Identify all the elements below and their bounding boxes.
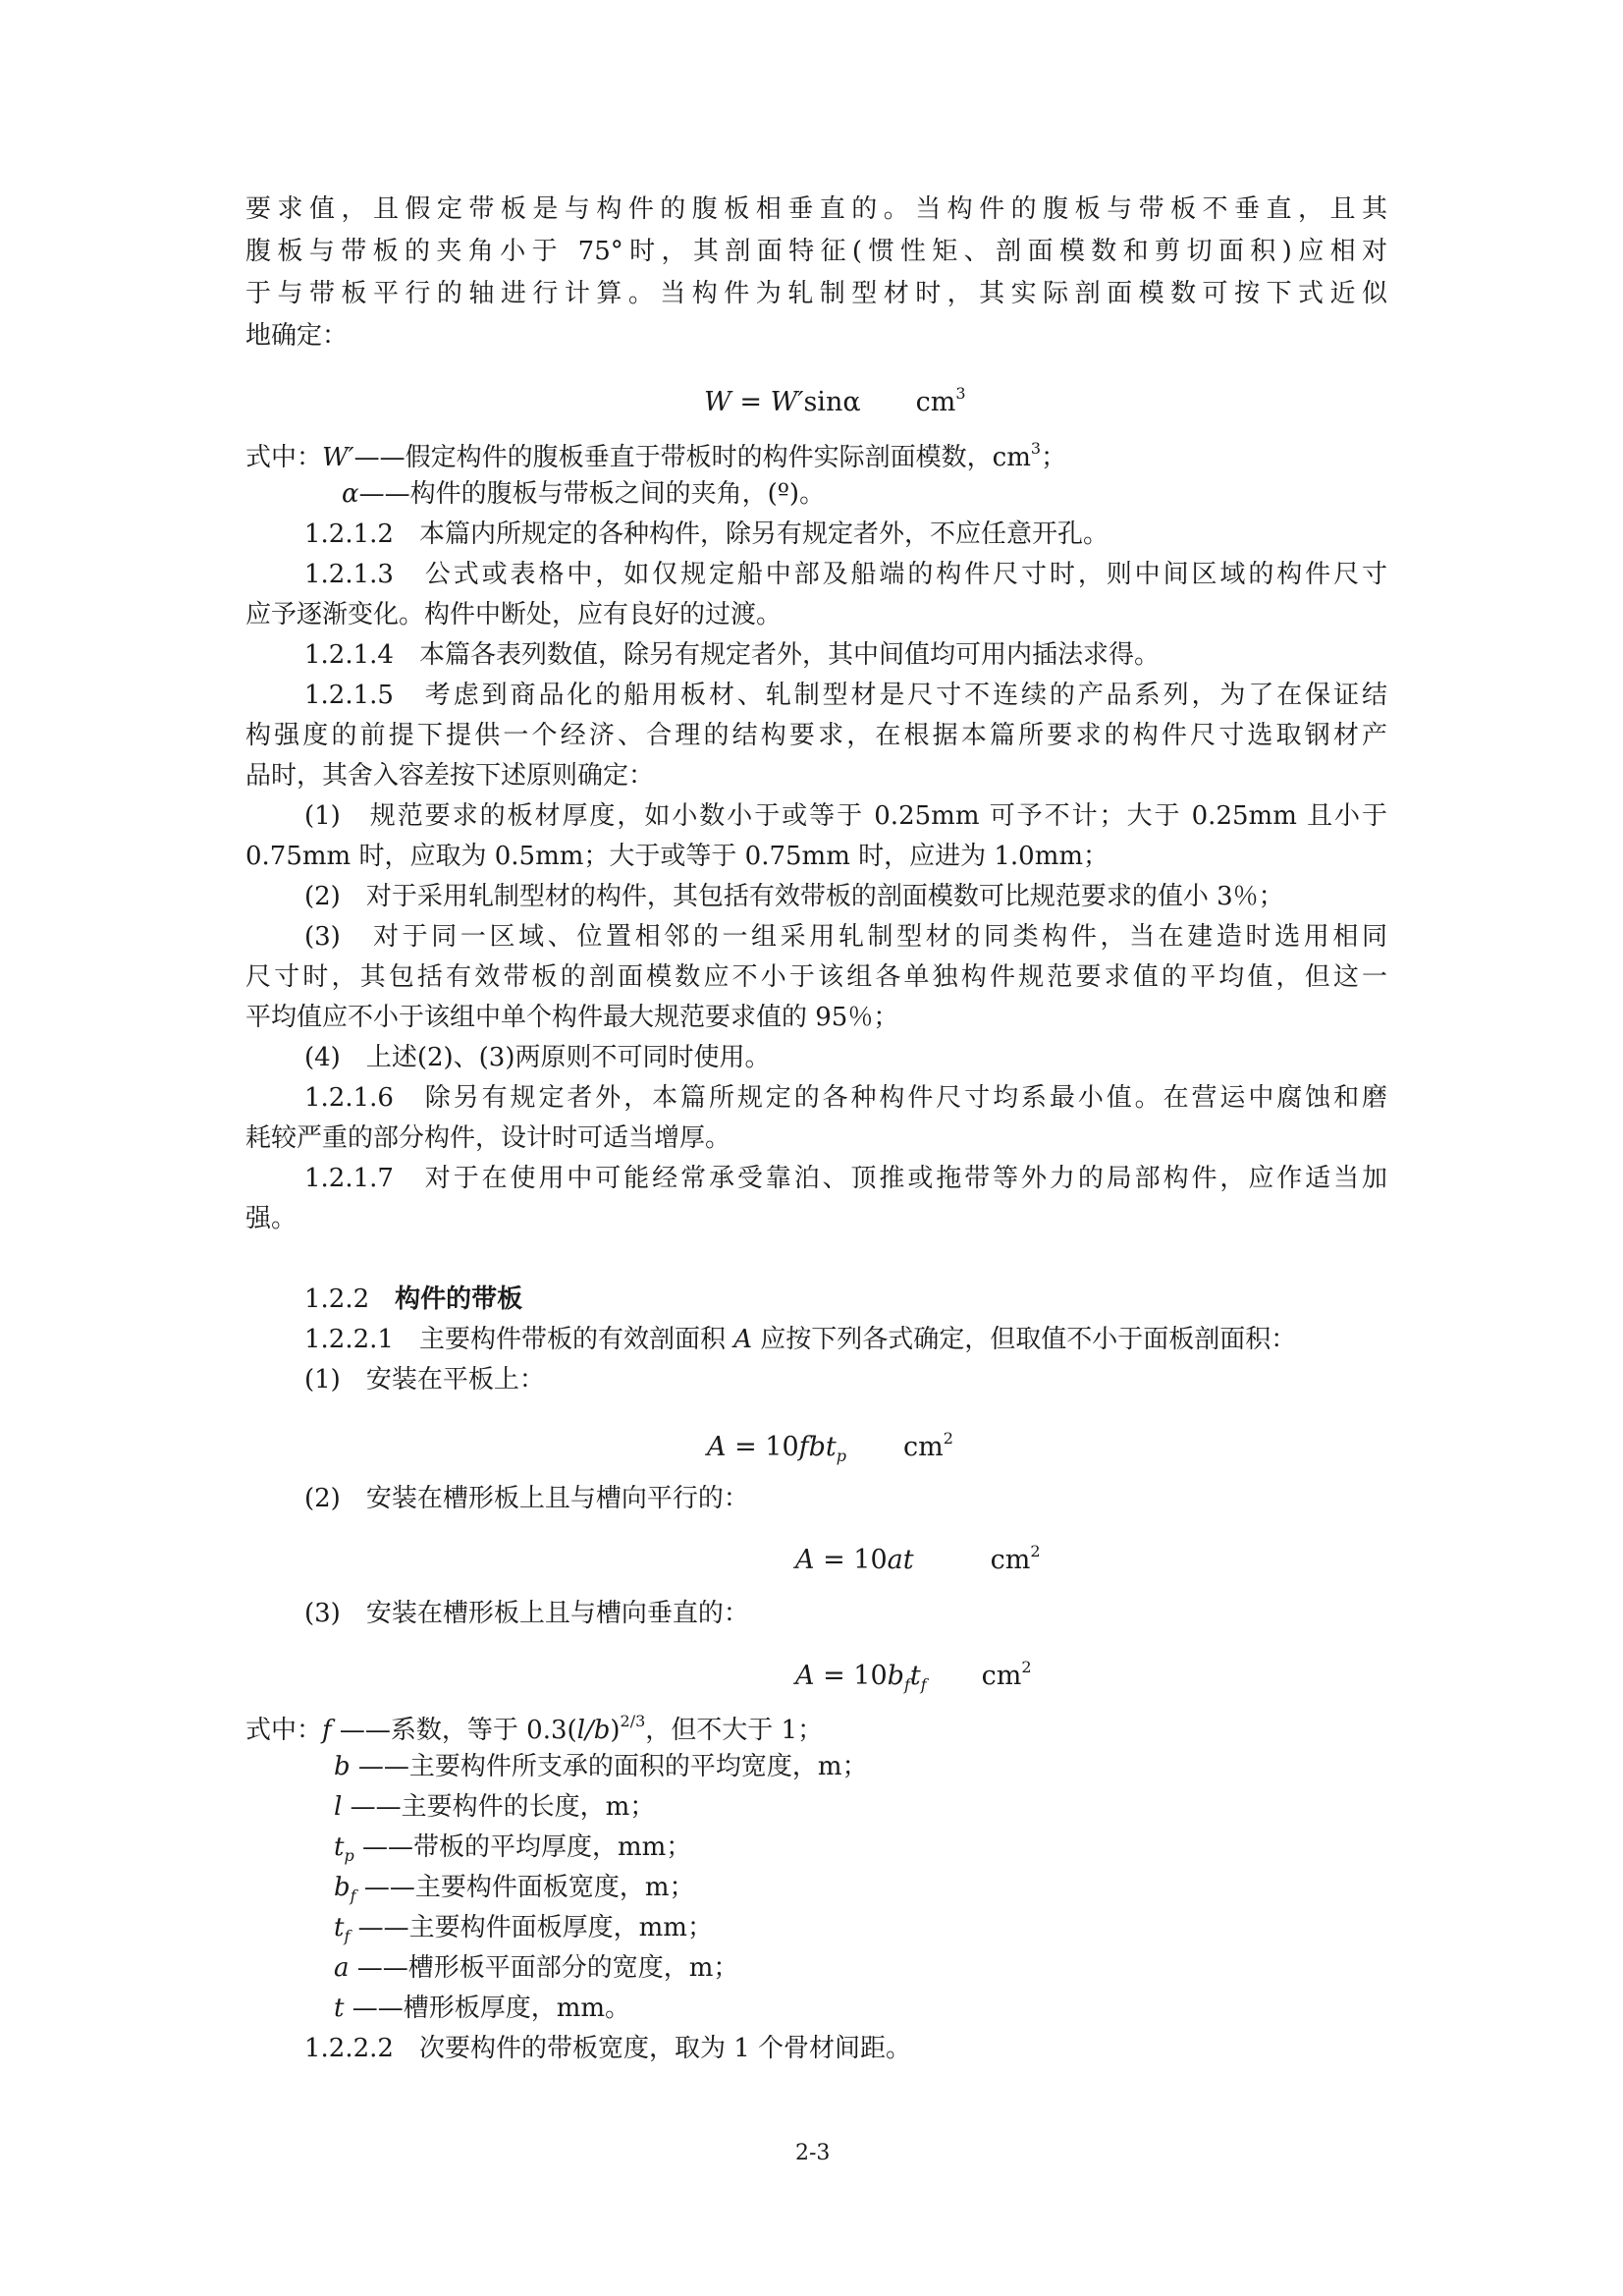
section-heading: 1.2.2 构件的带板	[304, 1285, 523, 1314]
symbol-definition: α——构件的腹板与带板之间的夹角，(º)。	[342, 479, 826, 509]
body-line: 地确定：	[245, 321, 349, 351]
clause-1-2-1-2: 1.2.1.2 本篇内所规定的各种构件，除另有规定者外，不应任意开孔。	[304, 519, 1109, 549]
clause-1-2-1-4: 1.2.1.4 本篇各表列数值，除另有规定者外，其中间值均可用内插法求得。	[304, 640, 1160, 670]
symbol-definition: 式中：W′——假定构件的腹板垂直于带板时的构件实际剖面模数，$cm^3$；	[245, 439, 1067, 472]
equation-a-perpendicular: $A = 10b_ft_f$ $cm^2$	[795, 1658, 1032, 1694]
equation-a-parallel: A = 10at $cm^2$	[795, 1542, 1041, 1575]
rule-4: (4) 上述(2)、(3)两原则不可同时使用。	[304, 1043, 771, 1072]
body-line: 于与带板平行的轴进行计算。当构件为轧制型材时，其实际剖面模数可按下式近似	[245, 279, 1387, 308]
clause-1-2-1-5: 1.2.1.5 考虑到商品化的船用板材、轧制型材是尺寸不连续的产品系列，为了在保证结	[304, 681, 1387, 710]
clause-1-2-1-5-cont: 品时，其舍入容差按下述原则确定：	[245, 761, 655, 791]
page-number: 2-3	[795, 2141, 831, 2165]
symbol-definition: b ——主要构件所支承的面积的平均宽度，m；	[334, 1752, 868, 1781]
symbol-definition: 式中：f ——系数，等于 $0.3(l/b)^{2/3}$，但不大于 1；	[245, 1712, 824, 1745]
symbol-definition: l ——主要构件的长度，m；	[334, 1792, 656, 1822]
clause-1-2-2-1: 1.2.2.1 主要构件带板的有效剖面积 A 应按下列各式确定，但取值不小于面板剖面积：	[304, 1325, 1297, 1354]
clause-1-2-1-3: 1.2.1.3 公式或表格中，如仅规定船中部及船端的构件尺寸时，则中间区域的构件尺寸	[304, 560, 1387, 589]
rule-1: (1) 规范要求的板材厚度，如小数小于或等于 0.25mm 可予不计；大于 0.25mm 且小于	[304, 801, 1387, 831]
symbol-definition: a ——槽形板平面部分的宽度，m；	[334, 1953, 739, 1983]
case-3: (3) 安装在槽形板上且与槽向垂直的：	[304, 1599, 749, 1628]
rule-3-cont: 尺寸时，其包括有效带板的剖面模数应不小于该组各单独构件规范要求值的平均值，但这一	[245, 962, 1387, 992]
case-1: (1) 安装在平板上：	[304, 1365, 545, 1394]
body-line: 要求值，且假定带板是与构件的腹板相垂直的。当构件的腹板与带板不垂直，且其	[245, 194, 1387, 224]
clause-1-2-2-2: 1.2.2.2 次要构件的带板宽度，取为 1 个骨材间距。	[304, 2034, 912, 2063]
clause-1-2-1-3-cont: 应予逐渐变化。构件中断处，应有良好的过渡。	[245, 600, 783, 629]
symbol-definition: $t_f$ ——主要构件面板厚度，mm；	[334, 1913, 713, 1945]
clause-1-2-1-6: 1.2.1.6 除另有规定者外，本篇所规定的各种构件尺寸均系最小值。在营运中腐蚀和磨	[304, 1083, 1387, 1113]
clause-1-2-1-5-cont: 构强度的前提下提供一个经济、合理的结构要求，在根据本篇所要求的构件尺寸选取钢材产	[245, 721, 1387, 750]
body-line: 腹板与带板的夹角小于 75°时，其剖面特征(惯性矩、剖面模数和剪切面积)应相对	[245, 237, 1387, 266]
rule-2: (2) 对于采用轧制型材的构件，其包括有效带板的剖面模数可比规范要求的值小 3％；	[304, 882, 1284, 911]
clause-1-2-1-7: 1.2.1.7 对于在使用中可能经常承受靠泊、顶推或拖带等外力的局部构件，应作适当加	[304, 1164, 1387, 1193]
case-2: (2) 安装在槽形板上且与槽向平行的：	[304, 1484, 749, 1513]
equation-w: W = W′sinα $cm^3$	[704, 384, 966, 417]
rule-3: (3) 对于同一区域、位置相邻的一组采用轧制型材的同类构件，当在建造时选用相同	[304, 922, 1387, 952]
clause-1-2-1-6-cont: 耗较严重的部分构件，设计时可适当增厚。	[245, 1123, 731, 1153]
equation-a-flat: A = 10fbt$_p$ $cm^2$	[707, 1429, 953, 1465]
rule-3-cont: 平均值应不小于该组中单个构件最大规范要求值的 95％；	[245, 1003, 899, 1032]
rule-1-cont: 0.75mm 时，应取为 0.5mm；大于或等于 0.75mm 时，应进为 1.0mm；	[245, 842, 1109, 871]
clause-1-2-1-7-cont: 强。	[245, 1204, 298, 1233]
symbol-definition: t ——槽形板厚度，mm。	[334, 1994, 631, 2023]
symbol-definition: $t_p$ ——带板的平均厚度，mm；	[334, 1832, 692, 1865]
symbol-definition: $b_f$ ——主要构件面板宽度，m；	[334, 1873, 695, 1905]
